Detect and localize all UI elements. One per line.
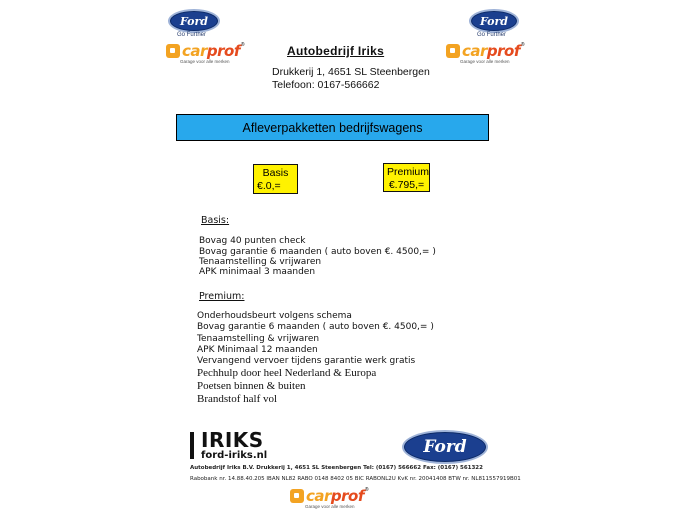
go-further-left: Go Further — [177, 32, 207, 38]
premium-item-serif: Brandstof half vol — [197, 393, 278, 405]
carprof-car-text-right: car — [462, 42, 487, 60]
premium-name: Premium — [387, 166, 430, 178]
premium-price: €.795,= — [388, 179, 425, 191]
ford-logo-word-footer: Ford — [423, 437, 467, 457]
carprof-mark-icon-right — [446, 44, 460, 58]
carprof-mark-icon — [166, 44, 180, 58]
company-title: Autobedrijf Iriks — [287, 44, 385, 58]
carprof-reg-mark-footer: ® — [364, 487, 369, 493]
ford-logo-footer — [402, 430, 488, 464]
carprof-prof-text-right: prof — [486, 42, 520, 60]
premium-item: APK Minimaal 12 maanden — [197, 345, 318, 355]
iriks-brand: IRIKS — [201, 428, 264, 452]
premium-item-serif: Pechhulp door heel Nederland & Europa — [197, 367, 377, 379]
premium-item: Onderhoudsbeurt volgens schema — [197, 311, 352, 321]
carprof-prof-text: prof — [206, 42, 240, 60]
footer-bank-line: Rabobank nr. 14.88.40.205 IBAN NL82 RABO 0148 8402 05 BIC RABONL2U KvK nr. 20041408 BTW nr. NL811557919B01 — [190, 476, 521, 482]
carprof-reg-mark-right: ® — [520, 42, 525, 48]
basis-heading: Basis: — [201, 215, 230, 226]
footer-company-line: Autobedrijf Iriks B.V. Drukkerij 1, 4651 SL Steenbergen Tel: (0167) 566662 Fax: (0167) 561322 — [190, 465, 483, 471]
carprof-car-text: car — [182, 42, 207, 60]
iriks-logo-bar — [190, 432, 194, 459]
company-phone: Telefoon: 0167-566662 — [272, 79, 380, 91]
carprof-reg-mark: ® — [240, 42, 245, 48]
carprof-mark-icon-footer — [290, 489, 304, 503]
carprof-logo-left — [166, 42, 245, 60]
premium-item: Vervangend vervoer tijdens garantie werk gratis — [197, 356, 416, 366]
carprof-logo-footer — [290, 487, 369, 505]
basis-item: Tenaamstelling & vrijwaren — [199, 257, 322, 267]
carprof-tagline-footer: Garage voor alle merken — [305, 504, 355, 509]
packages-banner — [176, 114, 489, 141]
ford-logo-word-right: Ford — [479, 14, 509, 28]
carprof-tagline-right: Garage voor alle merken — [460, 59, 510, 64]
company-address: Drukkerij 1, 4651 SL Steenbergen — [272, 66, 430, 78]
premium-item-serif: Poetsen binnen & buiten — [197, 380, 306, 392]
iriks-website: ford-iriks.nl — [201, 450, 268, 461]
carprof-car-text-footer: car — [306, 487, 331, 505]
go-further-right: Go Further — [477, 32, 507, 38]
carprof-prof-text-footer: prof — [330, 487, 364, 505]
premium-price-box — [383, 163, 430, 192]
carprof-tagline-left: Garage voor alle merken — [180, 59, 230, 64]
ford-logo-left — [168, 9, 220, 33]
premium-heading: Premium: — [199, 291, 245, 302]
ford-logo-word: Ford — [179, 14, 209, 28]
premium-item: Bovag garantie 6 maanden ( auto boven €. 4500,= ) — [197, 322, 434, 332]
ford-logo-right — [469, 9, 519, 33]
basis-item: Bovag garantie 6 maanden ( auto boven €. 4500,= ) — [199, 247, 436, 257]
basis-price: €.0,= — [257, 180, 281, 192]
banner-text: Afleverpakketten bedrijfswagens — [242, 120, 423, 135]
basis-item: Bovag 40 punten check — [199, 236, 306, 246]
premium-item: Tenaamstelling & vrijwaren — [197, 334, 320, 344]
basis-name: Basis — [262, 167, 289, 179]
basis-item: APK minimaal 3 maanden — [199, 267, 316, 277]
basis-price-box — [253, 164, 298, 194]
carprof-logo-right — [446, 42, 525, 60]
